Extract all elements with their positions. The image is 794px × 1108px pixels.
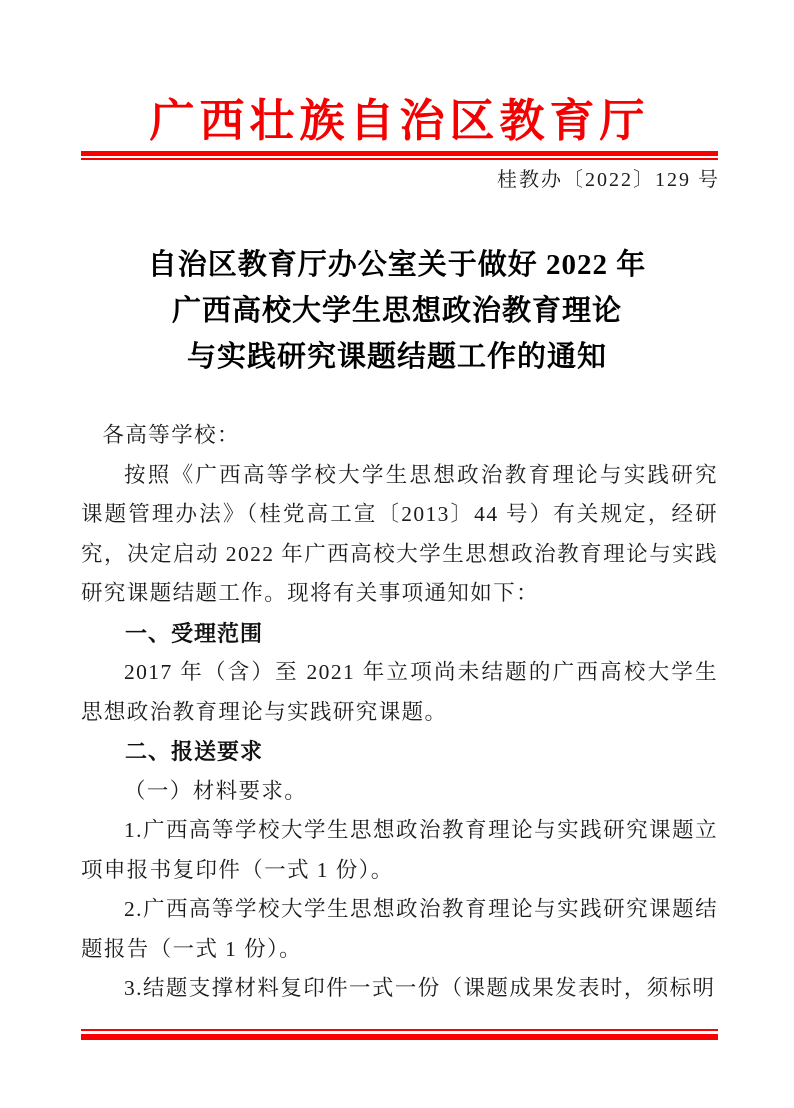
- notice-title-line-1: 自治区教育厅办公室关于做好 2022 年: [147, 249, 647, 281]
- paragraph-scope: 2017 年（含）至 2021 年立项尚未结题的广西高校大学生思想政治教育理论与实践研究课题。: [81, 660, 718, 724]
- salutation: 各高等学校：: [102, 423, 240, 447]
- masthead-divider-thin-line: [81, 158, 718, 160]
- masthead-divider: [81, 151, 718, 160]
- document-body: [81, 416, 718, 1009]
- section-heading-submission-requirements: 二、报送要求: [125, 739, 264, 764]
- paragraph-material-requirements: （一）材料要求。: [124, 778, 308, 803]
- section-heading-acceptance-scope: 一、受理范围: [125, 620, 264, 646]
- notice-title-line-2: 广西高校大学生思想政治教育理论: [171, 295, 622, 327]
- footer-divider: [81, 1029, 718, 1040]
- list-item-1: 1.广西高等学校大学生思想政治教育理论与实践研究课题立项申报书复印件（一式 1 份）。: [81, 818, 718, 882]
- footer-divider-thick-line: [81, 1034, 718, 1040]
- list-item-2: 2.广西高等学校大学生思想政治教育理论与实践研究课题结题报告（一式 1 份）。: [81, 897, 718, 961]
- notice-title-line-3: 与实践研究课题结题工作的通知: [186, 341, 607, 373]
- agency-masthead: 广西壮族自治区教育厅: [149, 96, 650, 146]
- list-item-3: 3.结题支撑材料复印件一式一份（课题成果发表时，须标明: [124, 976, 716, 1000]
- document-number: 桂教办〔2022〕129 号: [497, 169, 720, 191]
- notice-title: [0, 242, 794, 380]
- paragraph-intro: 按照《广西高等学校大学生思想政治教育理论与实践研究课题管理办法》（桂党高工宣〔2013〕44 号）有关规定，经研究，决定启动 2022 年广西高校大学生思想政治教育理论与实践研究课题结题工作。现将有关事项通知如下：: [81, 462, 718, 605]
